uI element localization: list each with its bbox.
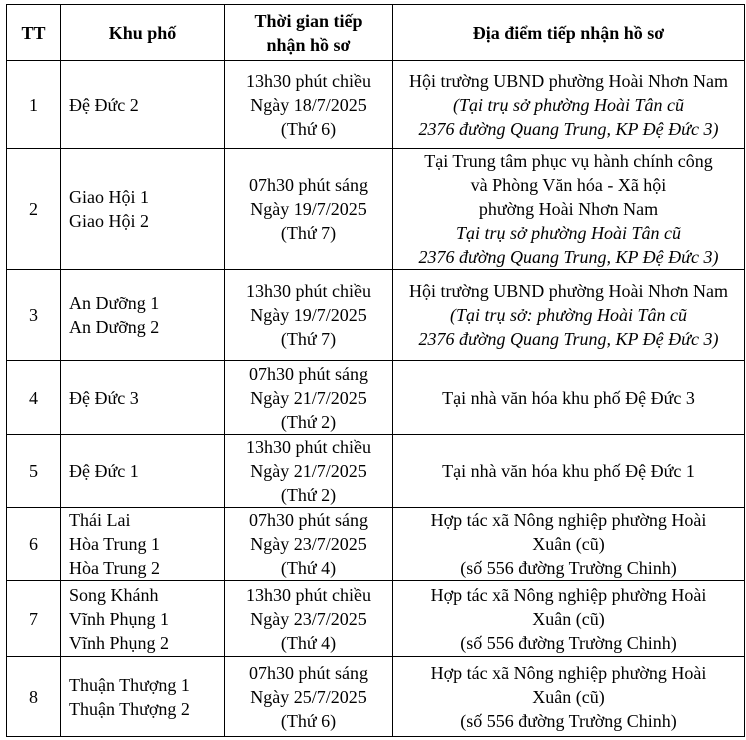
cell-thoi-gian-line: Ngày 18/7/2025: [250, 94, 367, 115]
cell-dia-diem: [393, 435, 745, 508]
cell-dia-diem: [393, 657, 745, 737]
cell-khu-pho: [61, 435, 225, 508]
cell-dia-diem-italic-line: (Tại trụ sở: phường Hoài Tân cũ: [449, 305, 688, 325]
cell-thoi-gian-line: Ngày 21/7/2025: [250, 387, 367, 408]
cell-dia-diem-line: phường Hoài Nhơn Nam: [478, 199, 659, 219]
cell-khu-pho-line: An Dưỡng 1: [69, 293, 160, 313]
cell-thoi-gian-line: 13h30 phút chiều: [246, 437, 371, 457]
cell-dia-diem-line: (số 556 đường Trường Chinh): [460, 632, 677, 653]
cell-khu-pho-line: Thuận Thượng 1: [69, 674, 190, 695]
cell-dia-diem: [393, 149, 745, 270]
cell-dia-diem-line: Hợp tác xã Nông nghiệp phường Hoài: [430, 584, 707, 605]
cell-khu-pho: [61, 270, 225, 361]
cell-thoi-gian: [225, 657, 393, 737]
cell-thoi-gian-line: (Thứ 4): [280, 558, 337, 578]
header-thoi-gian-line: nhận hồ sơ: [266, 34, 351, 55]
table-row: [7, 581, 745, 657]
header-thoi-gian: [225, 5, 393, 61]
cell-thoi-gian: [225, 435, 393, 508]
table-row: [7, 361, 745, 435]
cell-khu-pho-line: Vĩnh Phụng 2: [69, 632, 170, 653]
cell-thoi-gian-line: (Thứ 6): [280, 118, 337, 139]
cell-dia-diem-line: (số 556 đường Trường Chinh): [460, 558, 677, 578]
cell-dia-diem-italic-line: 2376 đường Quang Trung, KP Đệ Đức 3): [418, 118, 719, 139]
cell-thoi-gian-line: 13h30 phút chiều: [246, 70, 371, 91]
table-row: [7, 508, 745, 581]
cell-dia-diem-line: Hợp tác xã Nông nghiệp phường Hoài: [430, 662, 707, 683]
cell-khu-pho-line: Vĩnh Phụng 1: [69, 608, 170, 629]
cell-thoi-gian: [225, 61, 393, 149]
cell-tt: 7: [7, 581, 61, 657]
cell-thoi-gian: [225, 581, 393, 657]
cell-thoi-gian-line: 13h30 phút chiều: [246, 281, 371, 301]
cell-dia-diem-line: Xuân (cũ): [532, 686, 605, 707]
cell-thoi-gian-line: 07h30 phút sáng: [249, 363, 368, 384]
cell-dia-diem: [393, 581, 745, 657]
cell-thoi-gian-line: (Thứ 2): [280, 411, 337, 432]
cell-dia-diem: [393, 508, 745, 581]
cell-khu-pho-line: Đệ Đức 2: [69, 94, 139, 115]
cell-khu-pho-line: Đệ Đức 3: [69, 387, 139, 408]
cell-khu-pho-line: Thuận Thượng 2: [69, 698, 190, 719]
cell-khu-pho-line: Hòa Trung 2: [69, 558, 161, 578]
cell-thoi-gian-line: Ngày 21/7/2025: [250, 461, 367, 481]
table-row: [7, 435, 745, 508]
cell-khu-pho: [61, 657, 225, 737]
header-khu-pho: Khu phố: [61, 5, 225, 61]
cell-dia-diem-italic-line: 2376 đường Quang Trung, KP Đệ Đức 3): [418, 247, 719, 267]
cell-thoi-gian-line: (Thứ 4): [280, 632, 337, 653]
cell-thoi-gian-line: Ngày 25/7/2025: [250, 686, 367, 707]
cell-dia-diem-line: và Phòng Văn hóa - Xã hội: [470, 175, 667, 195]
cell-tt: 2: [7, 149, 61, 270]
header-row: [7, 5, 745, 61]
cell-thoi-gian-line: 07h30 phút sáng: [249, 662, 368, 683]
cell-dia-diem: [393, 361, 745, 435]
cell-tt: 3: [7, 270, 61, 361]
cell-thoi-gian-line: Ngày 23/7/2025: [250, 608, 367, 629]
cell-thoi-gian-line: 07h30 phút sáng: [249, 175, 368, 195]
cell-tt: 4: [7, 361, 61, 435]
cell-thoi-gian-line: (Thứ 2): [280, 485, 337, 505]
cell-khu-pho: [61, 61, 225, 149]
cell-tt: 5: [7, 435, 61, 508]
cell-thoi-gian-line: Ngày 19/7/2025: [250, 305, 367, 325]
table-row: [7, 657, 745, 737]
cell-thoi-gian-line: Ngày 23/7/2025: [250, 534, 367, 554]
cell-dia-diem: [393, 270, 745, 361]
cell-dia-diem-line: Xuân (cũ): [532, 608, 605, 629]
cell-dia-diem-line: Tại nhà văn hóa khu phố Đệ Đức 1: [442, 461, 695, 481]
cell-thoi-gian: [225, 149, 393, 270]
cell-tt: 1: [7, 61, 61, 149]
cell-khu-pho-line: Thái Lai: [69, 510, 131, 530]
cell-thoi-gian: [225, 361, 393, 435]
table-row: [7, 149, 745, 270]
cell-dia-diem-italic-line: 2376 đường Quang Trung, KP Đệ Đức 3): [418, 329, 719, 349]
cell-khu-pho: [61, 508, 225, 581]
cell-dia-diem: [393, 61, 745, 149]
cell-thoi-gian-line: 13h30 phút chiều: [246, 584, 371, 605]
cell-khu-pho-line: Giao Hội 2: [69, 211, 149, 231]
cell-thoi-gian-line: (Thứ 7): [280, 329, 337, 349]
cell-thoi-gian: [225, 508, 393, 581]
cell-thoi-gian-line: 07h30 phút sáng: [249, 510, 368, 530]
cell-dia-diem-line: Hợp tác xã Nông nghiệp phường Hoài: [430, 510, 707, 530]
cell-dia-diem-line: Tại Trung tâm phục vụ hành chính công: [424, 151, 713, 171]
cell-khu-pho-line: An Dưỡng 2: [69, 317, 160, 337]
cell-thoi-gian: [225, 270, 393, 361]
cell-dia-diem-line: Hội trường UBND phường Hoài Nhơn Nam: [408, 70, 729, 91]
cell-khu-pho-line: Song Khánh: [69, 584, 159, 605]
cell-dia-diem-line: Hội trường UBND phường Hoài Nhơn Nam: [408, 281, 729, 301]
cell-khu-pho: [61, 361, 225, 435]
cell-dia-diem-line: Tại nhà văn hóa khu phố Đệ Đức 3: [442, 387, 695, 408]
cell-khu-pho-line: Giao Hội 1: [69, 187, 149, 207]
table-row: [7, 61, 745, 149]
cell-tt: 6: [7, 508, 61, 581]
cell-thoi-gian-line: (Thứ 6): [280, 710, 337, 731]
cell-dia-diem-italic-line: (Tại trụ sở phường Hoài Tân cũ: [452, 94, 685, 115]
header-thoi-gian-line: Thời gian tiếp: [254, 10, 363, 31]
header-tt: TT: [7, 5, 61, 61]
cell-khu-pho-line: Hòa Trung 1: [69, 534, 161, 554]
cell-dia-diem-italic-line: Tại trụ sở phường Hoài Tân cũ: [455, 223, 682, 243]
schedule-table: [6, 4, 745, 737]
cell-khu-pho: [61, 581, 225, 657]
cell-dia-diem-line: Xuân (cũ): [532, 534, 605, 554]
cell-tt: 8: [7, 657, 61, 737]
table-row: [7, 270, 745, 361]
header-dia-diem: Địa điểm tiếp nhận hồ sơ: [393, 5, 745, 61]
cell-thoi-gian-line: (Thứ 7): [280, 223, 337, 243]
cell-thoi-gian-line: Ngày 19/7/2025: [250, 199, 367, 219]
cell-khu-pho: [61, 149, 225, 270]
cell-dia-diem-line: (số 556 đường Trường Chinh): [460, 710, 677, 731]
cell-khu-pho-line: Đệ Đức 1: [69, 461, 139, 481]
